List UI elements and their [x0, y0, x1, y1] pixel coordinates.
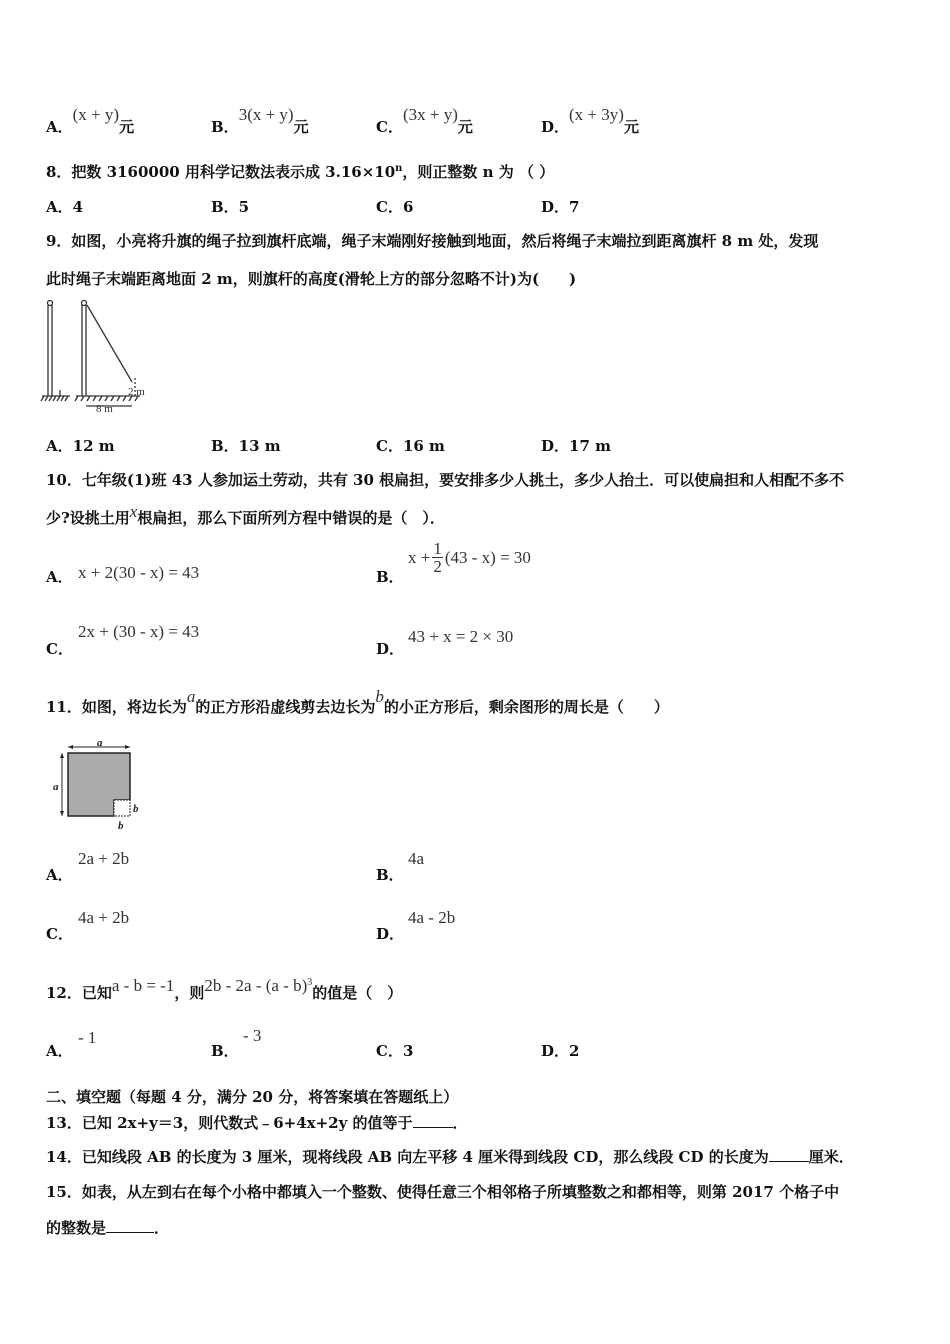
fig-label-b-right: b	[133, 803, 139, 815]
q11-option-a-expr: 2a + 2b	[78, 849, 130, 868]
q10-option-a: A．	[46, 568, 73, 586]
q8-stem: 8．把数 3160000 用科学记数法表示成 $3.16\times 10^n$，则正整数 n 为 （ ）	[46, 163, 555, 181]
q11-option-a: A．	[46, 866, 73, 884]
section-2-title: 二、填空题（每题 4 分，满分 20 分，将答案填在答题纸上）	[46, 1088, 459, 1106]
q8-option-c: C．6	[376, 198, 414, 216]
q12-option-c: C．3	[376, 1042, 414, 1060]
q12-stem: 12．已知a - b = -1，则2b - 2a - (a - b)$^3$的值是（ ）	[46, 976, 403, 1002]
flagpole-left	[41, 301, 70, 402]
q11-square-figure	[50, 740, 150, 832]
fig-label-b-bottom: b	[118, 820, 124, 832]
q8-option-b: B．5	[211, 198, 250, 216]
q12-option-b-val: - 3	[243, 1026, 262, 1045]
q10-option-c: C．	[46, 640, 73, 658]
q7-option-b: B．3(x + y)元	[211, 105, 309, 136]
q9-flagpole-figure	[40, 298, 165, 416]
q10-option-a-expr: x + 2(30 - x) = 43	[78, 563, 200, 582]
q11-stem: 11．如图，将边长为a的正方形沿虚线剪去边长为b的小正方形后，剩余图形的周长是（ ）	[46, 687, 669, 716]
q12-option-a-val: - 1	[78, 1028, 97, 1047]
q11-option-c-expr: 4a + 2b	[78, 908, 130, 927]
q11-option-d-expr: 4a - 2b	[408, 908, 456, 927]
fig-label-8m: 8 m	[96, 403, 113, 415]
q11-option-b: B．	[376, 866, 404, 884]
q7-option-d: D．(x + 3y)元	[541, 105, 639, 136]
q10-option-b-expr: x + $\frac{1}{2}$ (43 - x) = 30	[408, 539, 531, 576]
q9-option-a: A．12 m	[46, 437, 115, 455]
q12-option-a: A．	[46, 1042, 73, 1060]
q13-stem: 13．已知 2x+y＝3，则代数式﹣6+4x+2y 的值等于 ．	[46, 1114, 468, 1132]
fig-label-a-top: a	[97, 740, 103, 749]
q9-option-d: D．17 m	[541, 437, 611, 455]
q10-option-d-expr: 43 + x = 2 × 30	[408, 627, 514, 646]
q7-option-c: C．(3x + y)元	[376, 105, 473, 136]
q10-stem-line1: 10．七年级(1)班 43 人参加运土劳动，共有 30 根扁担，要安排多少人挑土，多少人抬土．可以使扁担和人相配不多不	[46, 471, 845, 489]
q9-option-c: C．16 m	[376, 437, 445, 455]
q11-option-b-expr: 4a	[408, 849, 425, 868]
q15-stem-line1: 15．如表，从左到右在每个小格中都填入一个整数、使得任意三个相邻格子所填整数之和都相等，则第 2017 个格子中	[46, 1183, 840, 1201]
fig-label-2m: 2 m	[128, 386, 145, 398]
q15-stem-line2: 的整数是 ．	[46, 1219, 170, 1237]
q8-option-d: D．7	[541, 198, 580, 216]
q7-option-a: A．(x + y)元	[46, 105, 135, 136]
fig-label-a-left: a	[53, 781, 59, 793]
q14-stem: 14．已知线段 AB 的长度为 3 厘米，现将线段 AB 向左平移 4 厘米得到线段 CD，那么线段 CD 的长度为 厘米．	[46, 1148, 854, 1166]
q10-option-d: D．	[376, 640, 405, 658]
q9-stem-line1: 9．如图，小亮将升旗的绳子拉到旗杆底端，绳子末端刚好接触到地面，然后将绳子末端拉到距离旗杆 8 m 处，发现	[46, 232, 819, 250]
q12-option-b: B．	[211, 1042, 239, 1060]
q10-option-b: B．	[376, 568, 404, 586]
q9-stem-line2: 此时绳子末端距离地面 2 m，则旗杆的高度(滑轮上方的部分忽略不计)为( )	[46, 270, 577, 288]
q11-option-c: C．	[46, 925, 73, 943]
q12-option-d: D．2	[541, 1042, 580, 1060]
q10-option-c-expr: 2x + (30 - x) = 43	[78, 622, 200, 641]
q9-option-b: B．13 m	[211, 437, 281, 455]
q11-option-d: D．	[376, 925, 405, 943]
q8-option-a: A．4	[46, 198, 84, 216]
q10-stem-line2: 少?设挑土用x根扁担，那么下面所列方程中错误的是（ ）．	[46, 502, 445, 527]
cut-square	[114, 800, 130, 816]
